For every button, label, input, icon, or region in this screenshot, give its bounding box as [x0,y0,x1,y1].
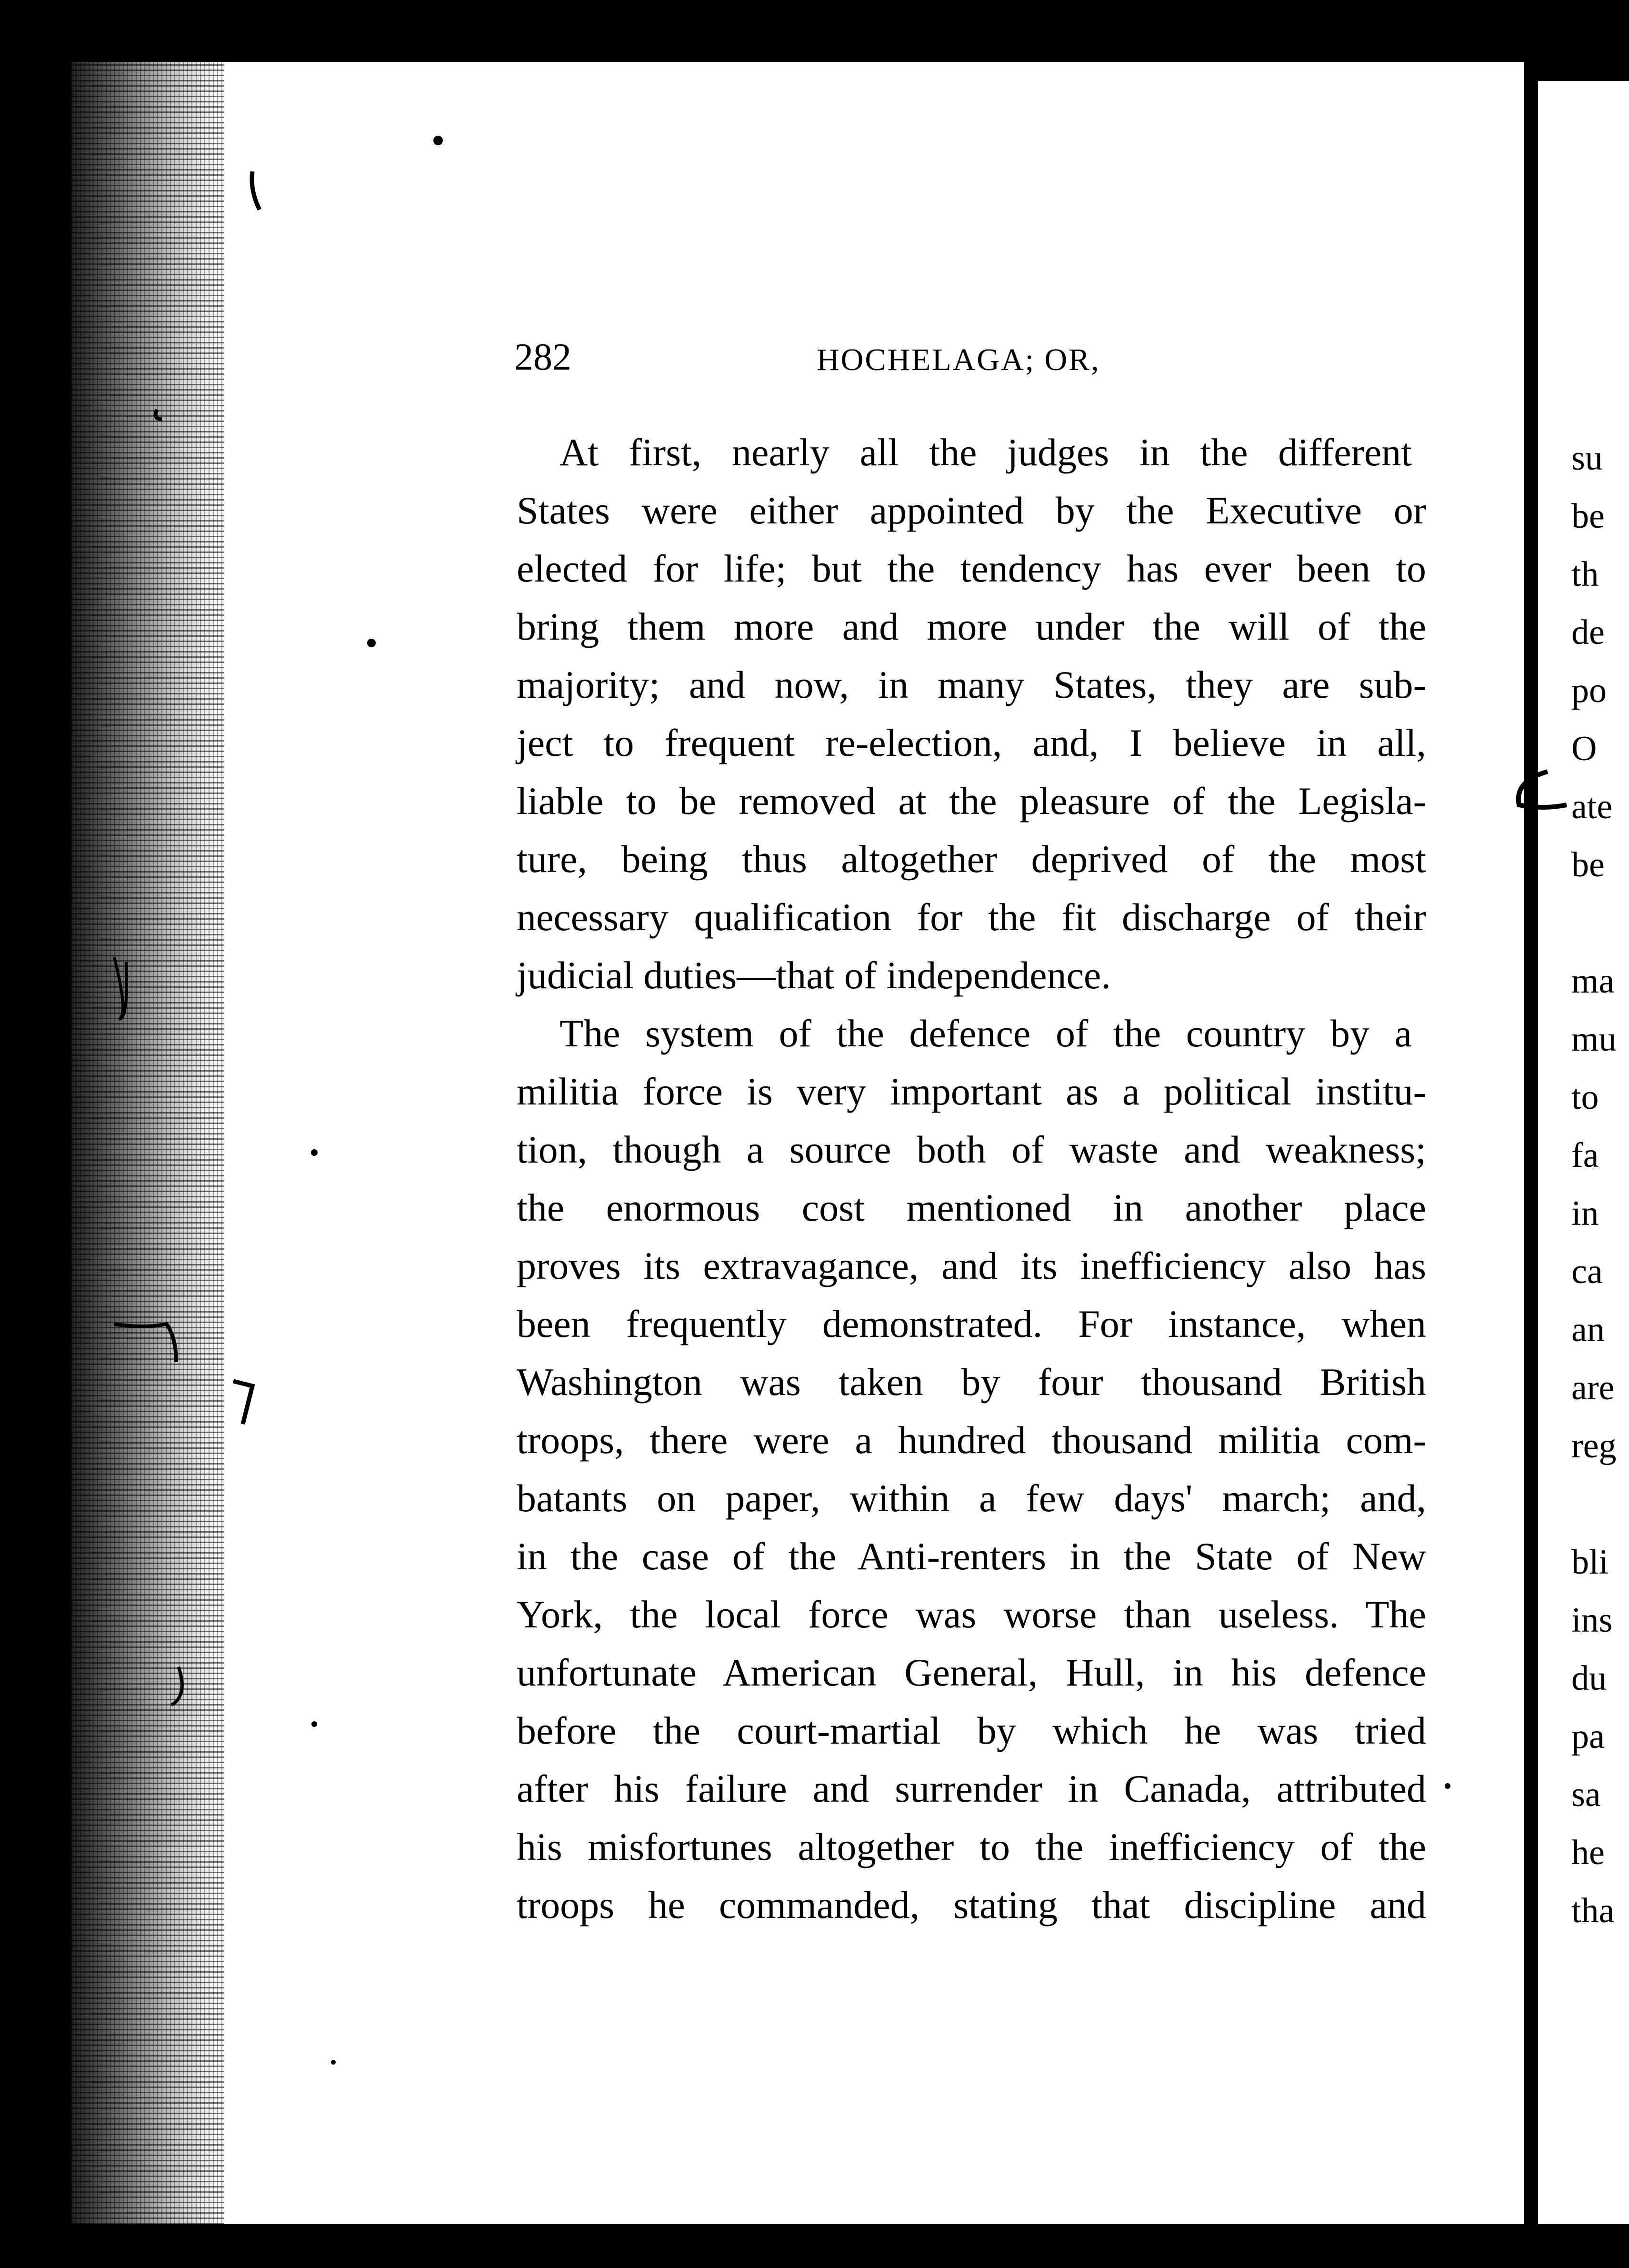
text-line: in the case of the Anti-renters in the State of New [517,1535,1426,1578]
text-line: troops he commanded, stating that discipline and [517,1883,1426,1927]
facing-fragment: bli [1571,1543,1609,1582]
page-edge-divider [1524,76,1535,2224]
facing-fragment: fa [1571,1136,1599,1175]
facing-fragment: an [1571,1310,1605,1349]
facing-fragment: are [1571,1368,1615,1407]
facing-fragment: O [1571,729,1597,768]
text-line: States were either appointed by the Executive or [517,489,1426,532]
text-line: batants on paper, within a few days' march; and, [517,1476,1426,1520]
text-line: elected for life; but the tendency has ever been to [517,547,1426,590]
text-line: majority; and now, in many States, they are sub- [517,663,1426,706]
text-line: At first, nearly all the judges in the different [560,431,1412,474]
text-line: York, the local force was worse than useless. The [517,1593,1426,1636]
facing-fragment: to [1571,1078,1599,1117]
facing-fragment: su [1571,439,1603,478]
text-line: militia force is very important as a political institu- [517,1070,1426,1113]
text-line: been frequently demonstrated. For instance, when [517,1302,1426,1345]
facing-fragment: pa [1571,1717,1605,1756]
facing-fragment: in [1571,1194,1599,1233]
facing-fragment: ca [1571,1252,1603,1291]
facing-fragment: th [1571,555,1599,594]
facing-fragment: po [1571,671,1607,710]
facing-fragment: be [1571,845,1605,884]
text-line: before the court-martial by which he was tried [517,1709,1426,1752]
text-line: Washington was taken by four thousand British [517,1360,1426,1404]
facing-fragment: ins [1571,1601,1613,1640]
text-line: ture, being thus altogether deprived of the most [517,837,1426,881]
text-line: proves its extravagance, and its inefficiency also has [517,1244,1426,1287]
facing-fragment: he [1571,1833,1605,1872]
text-line: bring them more and more under the will of the [517,605,1426,648]
facing-fragment: mu [1571,1020,1617,1059]
text-line: after his failure and surrender in Canada, attributed [517,1767,1426,1810]
page-number: 282 [514,336,571,378]
text-line: judicial duties—that of independence. [517,953,1111,997]
facing-fragment: be [1571,497,1605,536]
facing-fragment: tha [1571,1891,1615,1930]
text-line: unfortunate American General, Hull, in his defence [517,1651,1426,1694]
running-head: HOCHELAGA; OR, [817,342,1100,377]
facing-fragment: sa [1571,1775,1601,1814]
facing-fragment: reg [1571,1426,1617,1465]
facing-fragment: ate [1571,787,1613,826]
text-line: liable to be removed at the pleasure of the Legisla- [517,779,1426,823]
facing-fragment: du [1571,1659,1607,1698]
text-line: his misfortunes altogether to the inefficiency of the [517,1825,1426,1868]
text-line: the enormous cost mentioned in another place [517,1186,1426,1229]
text-line: tion, though a source both of waste and weakness; [517,1128,1426,1171]
text-line: necessary qualification for the fit discharge of their [517,895,1426,939]
facing-fragment: ma [1571,962,1615,1001]
text-line: troops, there were a hundred thousand militia com- [517,1418,1426,1462]
facing-fragment: de [1571,613,1605,652]
text-line: ject to frequent re-election, and, I believe in all, [517,721,1426,764]
text-line: The system of the defence of the country by a [560,1012,1412,1055]
gutter-shadow [71,62,224,2224]
